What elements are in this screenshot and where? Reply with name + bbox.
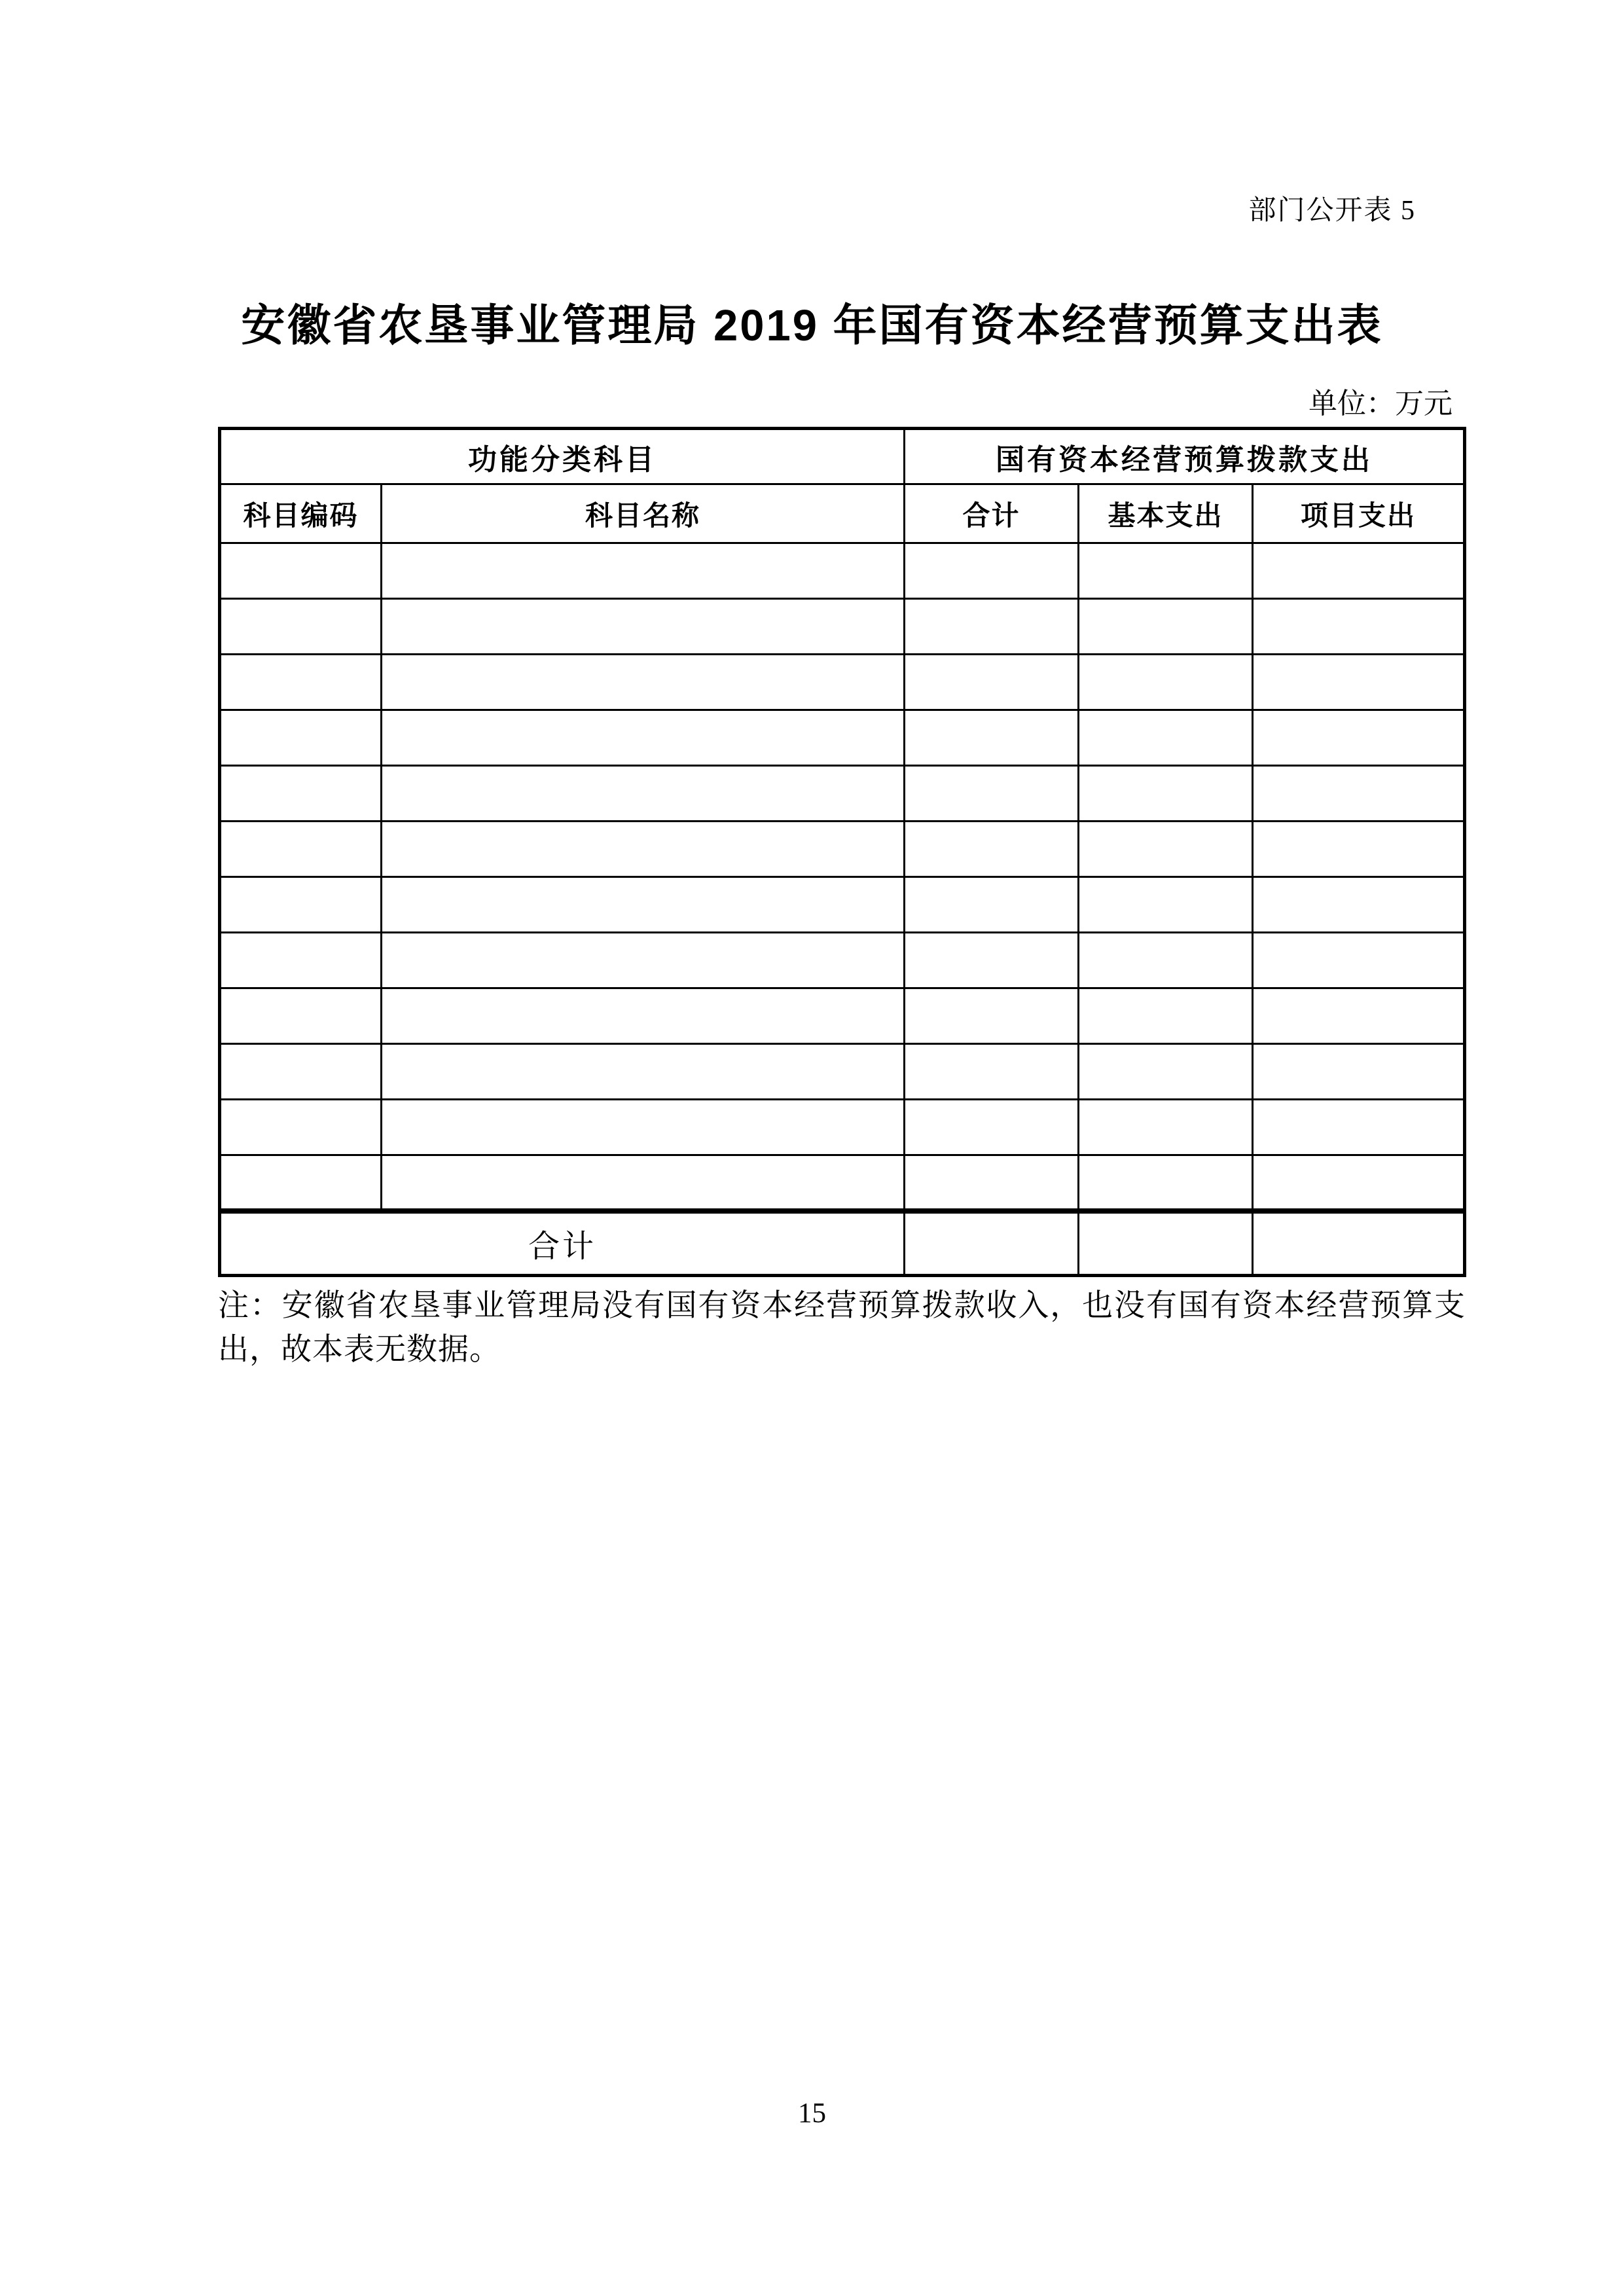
unit-label: 单位：万元: [1308, 388, 1453, 420]
empty-cell: [905, 877, 1079, 933]
group-header-expenditure: 国有资本经营预算拨款支出: [905, 429, 1465, 484]
empty-cell: [220, 1100, 382, 1155]
table-row: [220, 543, 1465, 599]
empty-cell: [382, 1100, 905, 1155]
page-title: 安徽省农垦事业管理局 2019 年国有资本经营预算支出表: [241, 301, 1383, 350]
empty-cell: [905, 599, 1079, 655]
empty-cell: [220, 599, 382, 655]
empty-cell: [1079, 877, 1253, 933]
empty-cell: [1253, 822, 1465, 877]
empty-cell: [382, 822, 905, 877]
empty-cell: [905, 822, 1079, 877]
table-row: [220, 933, 1465, 988]
empty-cell: [1079, 1044, 1253, 1100]
group-header-row: [220, 429, 1465, 484]
empty-cell: [1079, 710, 1253, 766]
note-text: 注：安徽省农垦事业管理局没有国有资本经营预算拨款收入，也没有国有资本经营预算支出，故本表无数据。: [218, 1289, 1466, 1367]
empty-cell: [382, 710, 905, 766]
empty-cell: [382, 1155, 905, 1211]
empty-cell: [220, 543, 382, 599]
empty-cell: [1079, 1100, 1253, 1155]
table-body: [220, 543, 1465, 1211]
table-row: [220, 1100, 1465, 1155]
empty-cell: [382, 877, 905, 933]
total-basic-cell: [1079, 1211, 1253, 1276]
empty-cell: [220, 766, 382, 822]
table-row: [220, 599, 1465, 655]
col-header-total: 合计: [905, 484, 1079, 543]
total-label-cell: 合计: [220, 1211, 905, 1276]
empty-cell: [1253, 710, 1465, 766]
corner-label: 部门公开表 5: [1248, 196, 1416, 226]
table-row: [220, 822, 1465, 877]
empty-cell: [1079, 655, 1253, 710]
empty-cell: [905, 1155, 1079, 1211]
col-header-subject-code: 科目编码: [220, 484, 382, 543]
group-header-function-category: 功能分类科目: [220, 429, 905, 484]
empty-cell: [905, 933, 1079, 988]
total-project-cell: [1253, 1211, 1465, 1276]
empty-cell: [1079, 933, 1253, 988]
empty-cell: [1253, 1044, 1465, 1100]
empty-cell: [1253, 766, 1465, 822]
empty-cell: [905, 766, 1079, 822]
empty-cell: [220, 655, 382, 710]
table-row: [220, 988, 1465, 1044]
empty-cell: [220, 933, 382, 988]
budget-table: [218, 427, 1466, 1277]
empty-cell: [382, 543, 905, 599]
empty-cell: [220, 877, 382, 933]
table-row: [220, 766, 1465, 822]
empty-cell: [905, 1044, 1079, 1100]
col-header-subject-name: 科目名称: [382, 484, 905, 543]
empty-cell: [382, 766, 905, 822]
empty-cell: [382, 655, 905, 710]
empty-cell: [382, 988, 905, 1044]
col-header-project-expenditure: 项目支出: [1253, 484, 1465, 543]
empty-cell: [382, 1044, 905, 1100]
empty-cell: [382, 599, 905, 655]
empty-cell: [220, 1155, 382, 1211]
table-header: [220, 429, 1465, 543]
empty-cell: [1253, 933, 1465, 988]
empty-cell: [905, 710, 1079, 766]
empty-cell: [1253, 877, 1465, 933]
empty-cell: [1253, 599, 1465, 655]
empty-cell: [1253, 655, 1465, 710]
empty-cell: [1079, 1155, 1253, 1211]
empty-cell: [220, 822, 382, 877]
empty-cell: [905, 988, 1079, 1044]
table-row: [220, 1155, 1465, 1211]
table-row: [220, 877, 1465, 933]
column-header-row: [220, 484, 1465, 543]
table-footer: [220, 1211, 1465, 1276]
empty-cell: [905, 1100, 1079, 1155]
empty-cell: [1079, 599, 1253, 655]
page-number: 15: [798, 2098, 826, 2129]
empty-cell: [1253, 1100, 1465, 1155]
col-header-basic-expenditure: 基本支出: [1079, 484, 1253, 543]
empty-cell: [905, 655, 1079, 710]
empty-cell: [382, 933, 905, 988]
empty-cell: [1253, 988, 1465, 1044]
table-row: [220, 1044, 1465, 1100]
table-row: [220, 655, 1465, 710]
empty-cell: [1079, 988, 1253, 1044]
empty-cell: [1079, 822, 1253, 877]
total-row: [220, 1211, 1465, 1276]
table-row: [220, 710, 1465, 766]
empty-cell: [905, 543, 1079, 599]
empty-cell: [220, 710, 382, 766]
empty-cell: [220, 1044, 382, 1100]
empty-cell: [1253, 1155, 1465, 1211]
empty-cell: [220, 988, 382, 1044]
empty-cell: [1079, 766, 1253, 822]
empty-cell: [1079, 543, 1253, 599]
empty-cell: [1253, 543, 1465, 599]
total-sum-cell: [905, 1211, 1079, 1276]
